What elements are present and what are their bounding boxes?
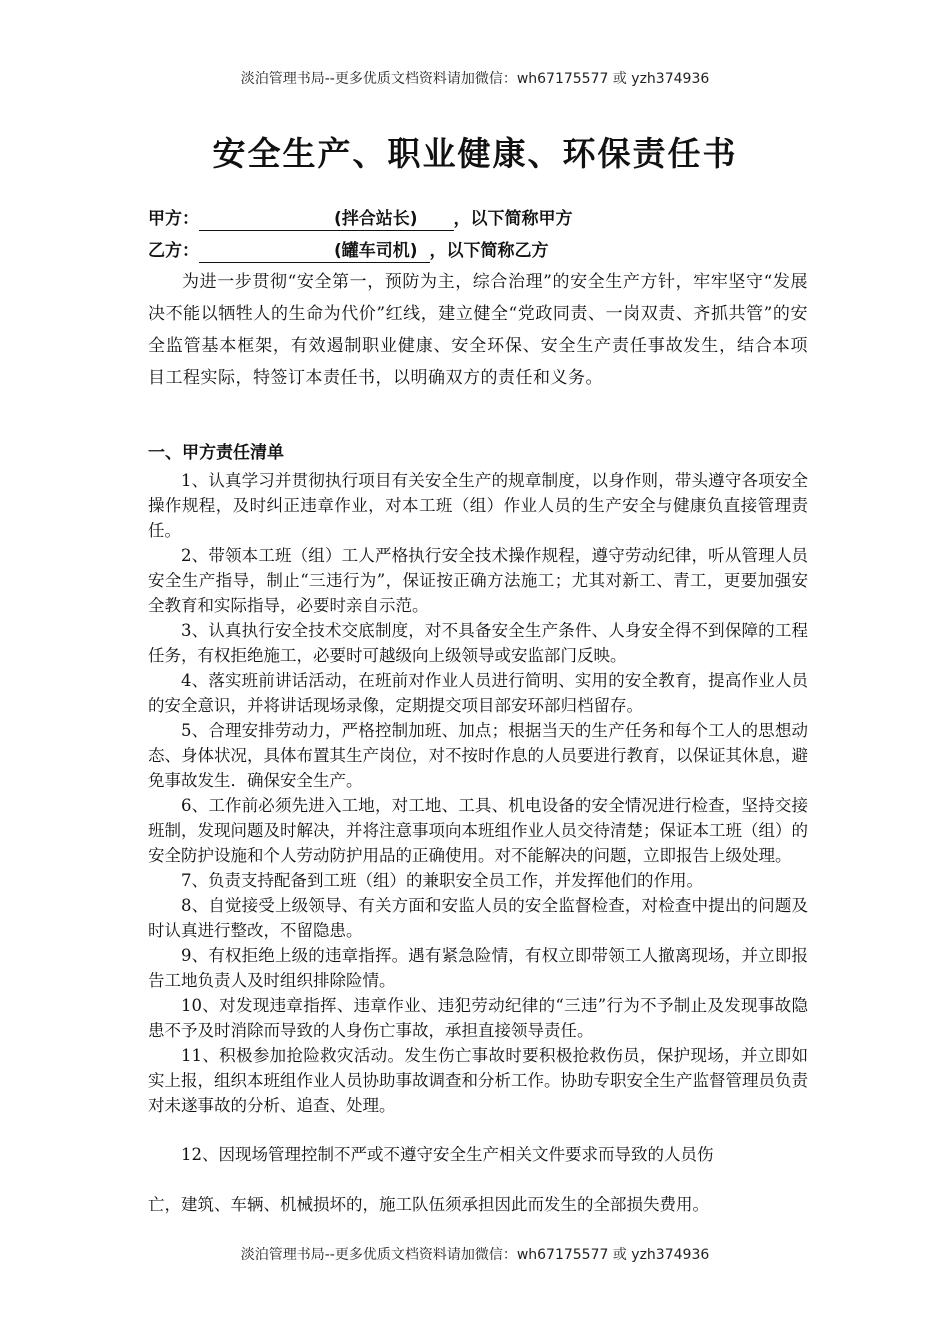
list-item-12-part2: 亡，建筑、车辆、机械损坏的，施工队伍须承担因此而发生的全部损失费用。: [148, 1195, 709, 1214]
list-item: 2、带领本工班（组）工人严格执行安全技术操作规程，遵守劳动纪律，听从管理人员安全生产指导，制止“三违行为”，保证按正确方法施工；尤其对新工、青工，更要加强安全教育和实际指导，必要时亲自示范。: [148, 546, 808, 615]
list-item: 6、工作前必须先进入工地，对工地、工具、机电设备的安全情况进行检查，坚持交接班制，发现问题及时解决，并将注意事项向本班组作业人员交待清楚；保证本工班（组）的安全防护设施和个人劳动防护用品的正确使用。对不能解决的问题，立即报告上级处理。: [148, 796, 808, 865]
party-b-label: 乙方：: [148, 241, 199, 261]
party-a-suffix: ，以下简称甲方: [453, 209, 573, 229]
party-a-line: [148, 204, 573, 231]
header-note: 淡泊管理书局--更多优质文档资料请加微信：wh67175577 或 yzh374936: [240, 71, 710, 87]
list-item: 11、积极参加抢险救灾活动。发生伤亡事故时要积极抢救伤员，保护现场，并立即如实上报，组织本班组作业人员协助事故调查和分析工作。协助专职安全生产监督管理员负责对未遂事故的分析、追查、处理。: [148, 1046, 808, 1115]
footer-note: 淡泊管理书局--更多优质文档资料请加微信：wh67175577 或 yzh374936: [240, 1247, 710, 1263]
party-b-role: (罐车司机): [199, 240, 430, 263]
party-b-suffix: ，以下简称乙方: [429, 241, 549, 261]
document-title: 安全生产、职业健康、环保责任书: [212, 134, 738, 173]
responsibility-list: [148, 468, 808, 1118]
list-item: 10、对发现违章指挥、违章作业、违犯劳动纪律的“三违”行为不予制止及发现事故隐患不予及时消除而导致的人身伤亡事故，承担直接领导责任。: [148, 996, 808, 1040]
list-item: 7、负责支持配备到工班（组）的兼职安全员工作，并发挥他们的作用。: [181, 871, 703, 890]
section-heading-party-a: 一、甲方责任清单: [148, 443, 284, 463]
list-item: 4、落实班前讲话活动，在班前对作业人员进行简明、实用的安全教育，提高作业人员的安全意识，并将讲话现场录像，定期提交项目部安环部归档留存。: [148, 671, 808, 715]
party-a-label: 甲方：: [148, 209, 199, 229]
party-b-line: [148, 236, 549, 263]
list-item: 8、自觉接受上级领导、有关方面和安监人员的安全监督检查，对检查中提出的问题及时认真进行整改，不留隐患。: [148, 896, 808, 940]
party-a-role: (拌合站长): [199, 208, 454, 231]
intro-paragraph: 为进一步贯彻“安全第一，预防为主，综合治理”的安全生产方针，牢牢坚守“发展决不能以牺牲人的生命为代价”红线，建立健全“党政同责、一岗双责、齐抓共管”的安全监管基本框架，有效遏制职业健康、安全环保、安全生产责任事故发生，结合本项目工程实际，特签订本责任书，以明确双方的责任和义务。: [148, 272, 808, 388]
list-item: 5、合理安排劳动力，严格控制加班、加点；根据当天的生产任务和每个工人的思想动态、身体状况，具体布置其生产岗位，对不按时作息的人员要进行教育，以保证其休息，避免事故发生．确保安全生产。: [148, 721, 808, 790]
list-item: 3、认真执行安全技术交底制度，对不具备安全生产条件、人身安全得不到保障的工程任务，有权拒绝施工，必要时可越级向上级领导或安监部门反映。: [148, 621, 808, 665]
list-item-12-part1: 12、因现场管理控制不严或不遵守安全生产相关文件要求而导致的人员伤: [181, 1145, 714, 1164]
list-item: 9、有权拒绝上级的违章指挥。遇有紧急险情，有权立即带领工人撤离现场，并立即报告工地负责人及时组织排除险情。: [148, 946, 808, 990]
list-item: 1、认真学习并贯彻执行项目有关安全生产的规章制度，以身作则，带头遵守各项安全操作规程，及时纠正违章作业，对本工班（组）作业人员的生产安全与健康负直接管理责任。: [148, 471, 808, 540]
